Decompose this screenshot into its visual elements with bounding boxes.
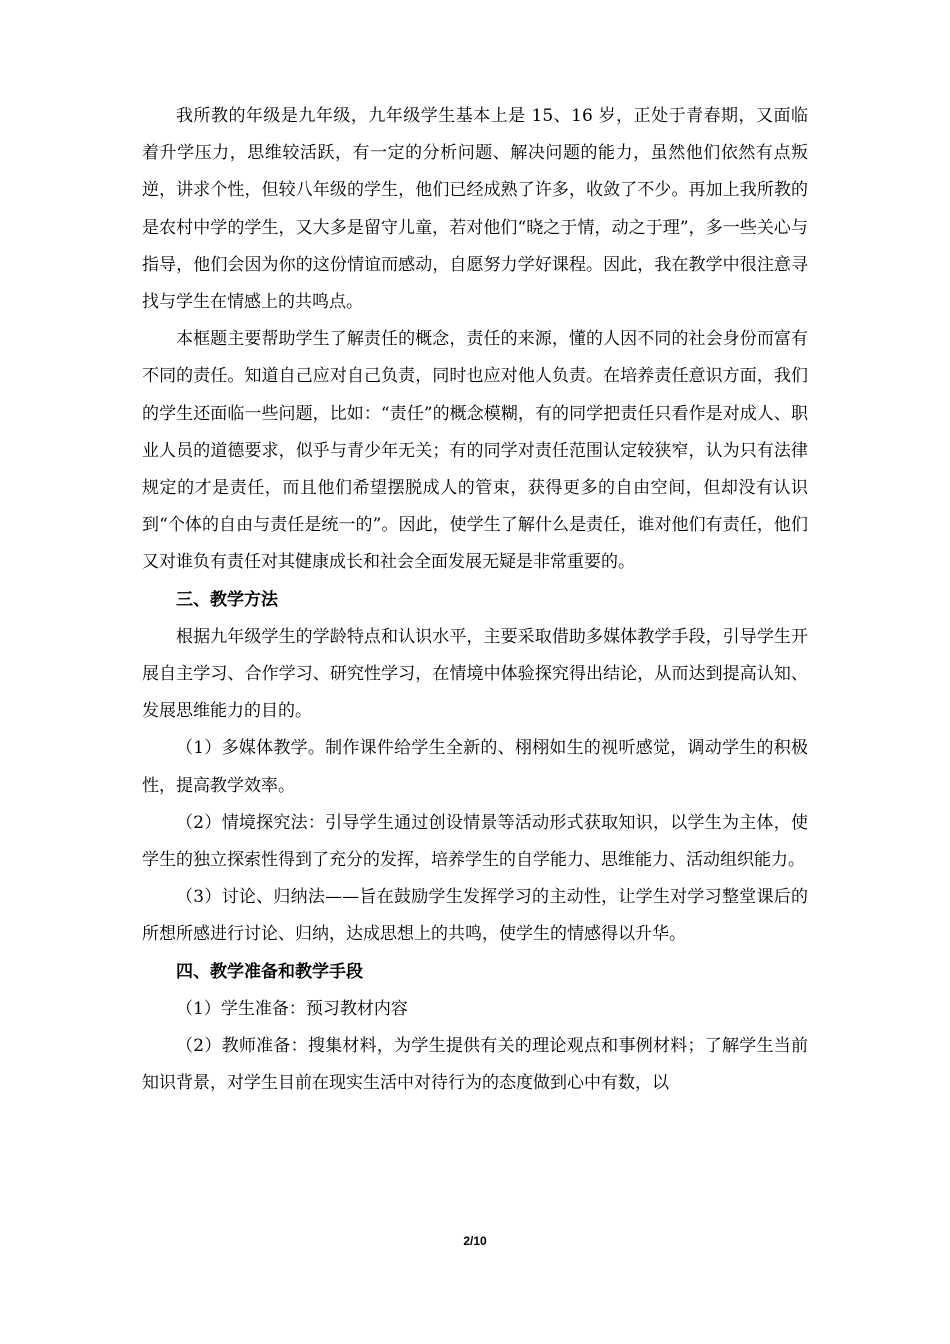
paragraph: （2）情境探究法：引导学生通过创设情景等活动形式获取知识，以学生为主体，使学生的独立探索性得到了充分的发挥，培养学生的自学能力、思维能力、活动组织能力。 — [142, 812, 808, 871]
paragraph: （1）学生准备：预习教材内容 — [176, 998, 408, 1019]
body-text — [142, 98, 808, 1102]
section-heading: 三、教学方法 — [176, 589, 278, 610]
paragraph: （3）讨论、归纳法——旨在鼓励学生发挥学习的主动性，让学生对学习整堂课后的所想所感进行讨论、归纳，达成思想上的共鸣，使学生的情感得以升华。 — [142, 887, 808, 945]
paragraph: 根据九年级学生的学龄特点和认识水平，主要采取借助多媒体教学手段，引导学生开展自主学习、合作学习、研究性学习，在情境中体验探究得出结论，从而达到提高认知、发展思维能力的目的。 — [142, 626, 808, 722]
paragraph: 本框题主要帮助学生了解责任的概念，责任的来源，懂的人因不同的社会身份而富有不同的责任。知道自己应对自己负责，同时也应对他人负责。在培养责任意识方面，我们的学生还面临一些问题，比如：“责任”的概念模糊，有的同学把责任只看作是对成人、职业人员的道德要求，似乎与青少年无关；有的同学对责任范围认定较狭窄，认为只有法律规定的才是责任，而且他们希望摆脱成人的管束，获得更多的自由空间，但却没有认识到“个体的自由与责任是统一的”。因此，使学生了解什么是责任，谁对他们有责任，他们又对谁负有责任对其健康成长和社会全面发展无疑是非常重要的。 — [142, 329, 808, 573]
paragraph: 我所教的年级是九年级，九年级学生基本上是 15、16 岁，正处于青春期，又面临着升学压力，思维较活跃，有一定的分析问题、解决问题的能力，虽然他们依然有点叛逆，讲求个性，但较八年级的学生，他们已经成熟了许多，收敛了不少。再加上我所教的是农村中学的学生，又大多是留守儿童，若对他们“晓之于情，动之于理”，多一些关心与指导，他们会因为你的这份情谊而感动，自愿努力学好课程。因此，我在教学中很注意寻找与学生在情感上的共鸣点。 — [142, 106, 808, 313]
section-heading: 四、教学准备和教学手段 — [176, 961, 363, 982]
paragraph: （2）教师准备：搜集材料，为学生提供有关的理论观点和事例材料；了解学生当前知识背景，对学生目前在现实生活中对待行为的态度做到心中有数，以 — [142, 1036, 808, 1094]
paragraph: （1）多媒体教学。制作课件给学生全新的、栩栩如生的视听感觉，调动学生的积极性，提高教学效率。 — [142, 738, 808, 796]
page-number: 2/10 — [463, 1234, 487, 1248]
